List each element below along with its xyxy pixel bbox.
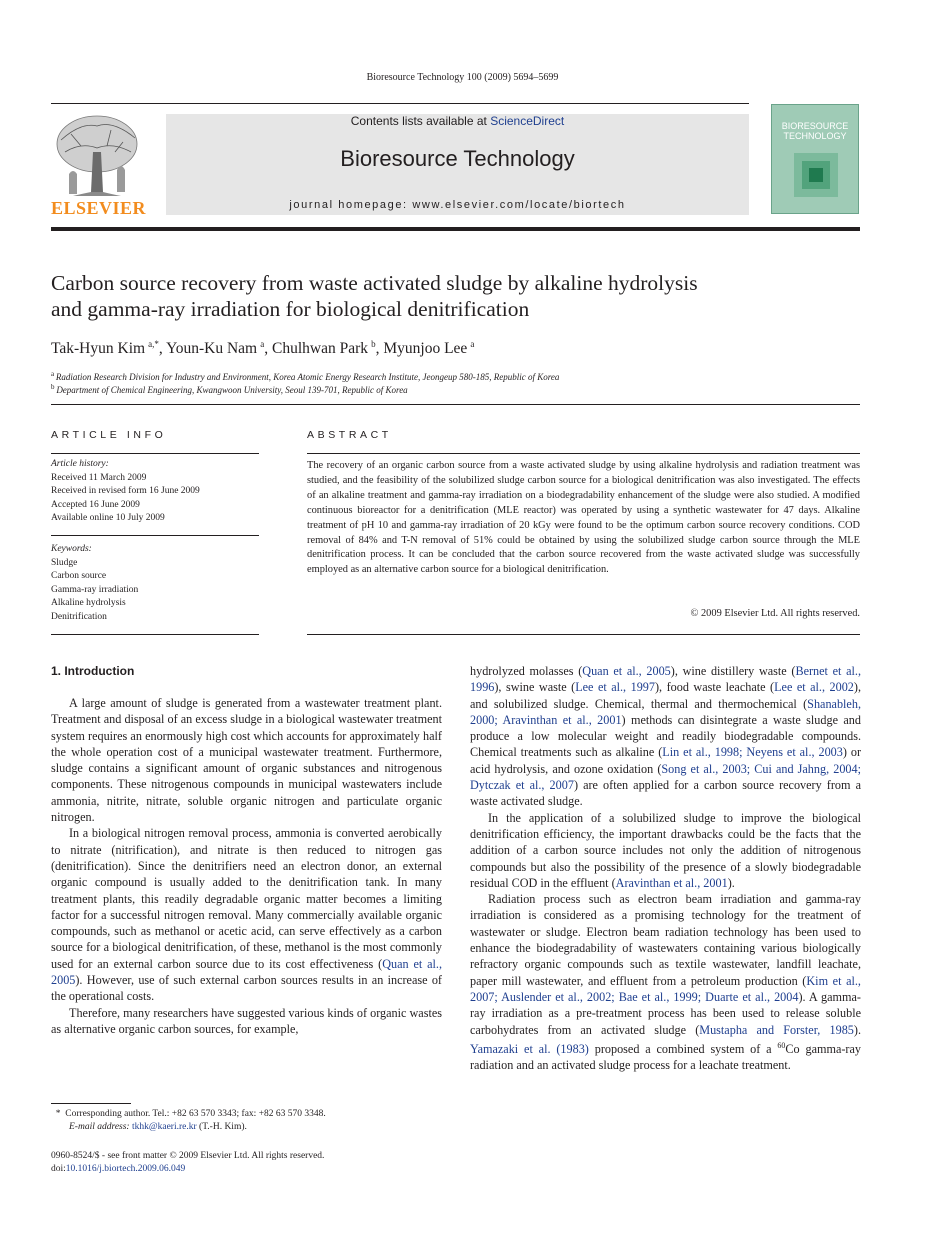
keyword: Denitrification xyxy=(51,611,107,622)
left-column xyxy=(51,695,442,1037)
doi-link[interactable]: 10.1016/j.biortech.2009.06.049 xyxy=(65,1164,186,1174)
text-run: ). xyxy=(853,1022,861,1037)
footnote-rule xyxy=(51,1103,131,1104)
email-line xyxy=(51,1121,451,1134)
article-info-rule xyxy=(51,453,259,454)
keyword: Carbon source xyxy=(51,571,107,581)
abstract-bottom-rule xyxy=(307,634,860,635)
text-run: ). However, use of such external carbon sources results in an increase of the operational costs. xyxy=(51,973,442,1004)
header-thick-rule xyxy=(51,227,860,231)
affiliation xyxy=(51,381,861,397)
text-run: ), swine waste ( xyxy=(494,680,576,695)
author-name: Tak-Hyun Kim xyxy=(51,340,146,358)
paragraph xyxy=(470,663,861,810)
cover-title: BIORESOURCE TECHNOLOGY xyxy=(781,121,849,141)
issn-line: 0960-8524/$ - see front matter © 2009 Elsevier Ltd. All rights reserved. xyxy=(51,1151,325,1161)
text-run: hydrolyzed molasses ( xyxy=(470,664,583,678)
email-label: E-mail address: xyxy=(69,1122,130,1132)
paragraph: Therefore, many researchers have suggested various kinds of organic wastes as alternative organic carbon sources, for example, xyxy=(51,1005,442,1036)
history-online: Available online 10 July 2009 xyxy=(51,513,165,523)
author-affiliation-mark: a xyxy=(470,339,475,349)
text-run: In a biological nitrogen removal process, ammonia is converted aerobically to nitrate (nitrification), and nitrate is then reduced to nitrogen gas (denitrification). Since the denitrifiers need an electron donor, an external organic compound is usually added to the denitrification tank. In many treatment plants, this readily degradable organic matter becomes a limiting factor for a successful nitrogen removal. Many commercially available organic compounds, such as methanol or acetic acid, can serve effectively as a carbon source for a biological denitrification, of these, methanol is the most commonly used for an external carbon source due to its cost effectiveness ( xyxy=(51,826,442,971)
citation-link[interactable]: Lee et al., 1997 xyxy=(575,680,655,695)
affiliation-rule xyxy=(51,404,860,405)
doi-line xyxy=(51,1163,451,1176)
article-history xyxy=(51,458,261,526)
history-accepted: Accepted 16 June 2009 xyxy=(51,499,140,510)
text-run: ), and solubilized sludge. Chemical, thermal and thermochemical ( xyxy=(470,680,862,711)
section-heading-introduction: 1. Introduction xyxy=(51,664,135,678)
journal-homepage[interactable]: journal homepage: www.elsevier.com/locate/biortech xyxy=(289,199,626,211)
abstract-copyright: © 2009 Elsevier Ltd. All rights reserved. xyxy=(690,608,860,619)
keywords-rule xyxy=(51,634,259,635)
history-received: Received 11 March 2009 xyxy=(51,472,147,483)
text-run: ) or acid hydrolysis, and ozone oxidation ( xyxy=(470,745,862,776)
running-header: Bioresource Technology 100 (2009) 5694–5699 xyxy=(366,72,559,83)
keywords xyxy=(51,543,261,624)
citation-link[interactable]: Mustapha and Forster, 1985 xyxy=(699,1022,854,1037)
right-column xyxy=(470,663,861,1073)
title-line-2: and gamma-ray irradiation for biological denitrification xyxy=(51,297,530,321)
citation-link[interactable]: Quan et al., 2005 xyxy=(51,956,442,988)
title-line-1: Carbon source recovery from waste activated sludge by alkaline hydrolysis xyxy=(51,271,698,295)
paragraph xyxy=(470,891,861,1073)
text-run: In the application of a solubilized sludge to improve the biological denitrification efficiency, the important drawbacks could be the facts that the addition of a carbon source includes not only the addition of nitrogenous compounds but also the possibility of the presence of a slowly biodegradable residual COD in the effluent ( xyxy=(470,810,861,890)
contents-prefix: Contents lists available at xyxy=(350,114,487,128)
text-run: proposed a combined system of a xyxy=(588,1041,778,1056)
corresponding-text: Corresponding author. Tel.: +82 63 570 3343; fax: +82 63 570 3348. xyxy=(65,1109,326,1119)
doi-prefix: doi: xyxy=(51,1164,66,1174)
paragraph: A large amount of sludge is generated from a wastewater treatment plant. Treatment and disposal of an excess sludge in a biological wastewater treatment system requires an enormously high cost which accounts for approximately half the whole operation cost of a municipal wastewater treatment. Furthermore, sludge contains a significant amount of organic substances and nitrogenous components. These nitrogenous compounds in municipal wastewaters include ammonia, nitrite, nitrate, soluble organic nitrogen and particulate organic nitrogen. xyxy=(51,696,442,825)
sciencedirect-link[interactable]: ScienceDirect xyxy=(490,114,565,128)
affiliation-text: Department of Chemical Engineering, Kwangwoon University, Seoul 139-701, Republic of Korea xyxy=(56,385,408,395)
text-run: ), wine distillery waste ( xyxy=(670,664,796,678)
keyword: Alkaline hydrolysis xyxy=(51,598,126,608)
author-list: Tak-Hyun Kim $^{a,*}$, Youn-Ku Nam $^a$, Chulhwan Park $^b$, Myunjoo Lee $^a$ xyxy=(51,339,475,358)
citation-link[interactable]: Aravinthan et al., 2001 xyxy=(615,875,728,890)
author-affiliation-mark: a xyxy=(260,339,265,349)
author-name: Myunjoo Lee xyxy=(383,340,468,358)
history-revised: Received in revised form 16 June 2009 xyxy=(51,486,200,496)
affiliation-mark: a xyxy=(51,370,55,378)
text-run: ) are often applied for a carbon source recovery from a waste activated sludge. xyxy=(470,778,861,809)
header-thin-rule xyxy=(51,103,749,104)
citation-link[interactable]: Shanableh, 2000; Aravinthan et al., 2001 xyxy=(470,696,861,727)
elsevier-wordmark: ELSEVIER xyxy=(51,198,147,218)
elsevier-tree-logo xyxy=(51,112,144,198)
superscript: 60 xyxy=(777,1040,786,1050)
abstract-heading: ABSTRACT xyxy=(307,429,392,441)
corresponding-author-note xyxy=(51,1108,451,1121)
keywords-label: Keywords: xyxy=(51,544,92,554)
footnote-mark: * xyxy=(55,1109,61,1119)
journal-name: Bioresource Technology xyxy=(340,146,575,171)
citation-link[interactable]: Bernet et al., 1996 xyxy=(470,664,861,695)
text-run: Radiation process such as electron beam irradiation and gamma-ray irradiation is considered as a promising technology for the treatment of wastewater or sludge. Electron beam radiation technology has been used to enhance the biodegradability of wastewaters containing various biologically refractory organic compounds such as textile wastewater, landfill leachate, paper mill wastewater, and effluent from a petroleum production ( xyxy=(470,892,861,988)
author-name: Youn-Ku Nam xyxy=(166,340,258,358)
affiliation-text: Radiation Research Division for Industry and Environment, Korea Atomic Energy Research Institute, Jeongeup 580-185, Republic of Korea xyxy=(55,372,560,382)
keyword: Sludge xyxy=(51,557,78,568)
text-run: ) methods can disintegrate a waste sludge and produce a low molecular weight and readily biodegradable compounds. Chemical treatments such as alkaline ( xyxy=(470,712,861,760)
citation-link[interactable]: Lin et al., 1998; Neyens et al., 2003 xyxy=(662,745,843,760)
citation-link[interactable]: Kim et al., 2007; Auslender et al., 2002; Bae et al., 1999; Duarte et al., 2004 xyxy=(470,973,861,1004)
email-suffix: (T.-H. Kim). xyxy=(199,1122,247,1132)
author-name: Chulhwan Park xyxy=(271,340,368,358)
citation-link[interactable]: Lee et al., 2002 xyxy=(774,680,854,695)
keyword: Gamma-ray irradiation xyxy=(51,584,139,595)
author-affiliation-mark: a,* xyxy=(148,339,159,349)
citation-link[interactable]: Yamazaki et al. (1983) xyxy=(470,1041,589,1056)
corresponding-footnote xyxy=(51,1108,451,1134)
email-link[interactable]: tkhk@kaeri.re.kr xyxy=(131,1122,197,1132)
citation-link[interactable]: Quan et al., 2005 xyxy=(582,664,671,678)
article-info-heading: ARTICLE INFO xyxy=(51,429,167,441)
contents-available xyxy=(166,114,749,128)
text-run: ), food waste leachate ( xyxy=(654,680,775,695)
history-label: Article history: xyxy=(51,459,109,469)
author-affiliation-mark: b xyxy=(371,339,376,349)
citation-link[interactable]: Song et al., 2003; Cui and Jahng, 2004; Dytczak et al., 2007 xyxy=(470,761,861,793)
history-rule xyxy=(51,535,259,536)
text-run: Co gamma-ray radiation and an activated sludge process for a leachate treatment. xyxy=(470,1041,861,1073)
affiliation-mark: b xyxy=(51,383,55,391)
paragraph xyxy=(470,810,861,891)
article-title xyxy=(51,270,861,322)
abstract-rule xyxy=(307,453,860,454)
text-run: ). A gamma-ray irradiation as a pre-treatment process has been used to release soluble carbohydrates from an activated sludge ( xyxy=(470,989,861,1037)
paragraph xyxy=(51,825,442,1004)
text-run: ). xyxy=(727,875,735,890)
abstract-text: The recovery of an organic carbon source from a waste activated sludge by using alkaline hydrolysis and radiation treatment was studied, and the feasibility of the solubilized sludge carbon source for a biological denitrification was also investigated. The effects of an alkaline treatment and gamma-ray irradiation on a biodegradability enhancement of the sludge were also studied. A modified continuous bioreactor for a denitrification (MLE reactor) was operated by using a synthetic wastewater for 47 days. Alkaline treatment of pH 10 and gamma-ray irradiation of 20 kGy were found to be the optimum carbon source recovery conditions. COD removal of 84% and T-N removal of 51% could be obtained by using the solubilized sludge carbon source through the MLE denitrification process. It can be concluded that the carbon source recovered from the waste activated sludge was successfully employed as an alternative carbon source for a biological denitrification. xyxy=(307,460,860,576)
